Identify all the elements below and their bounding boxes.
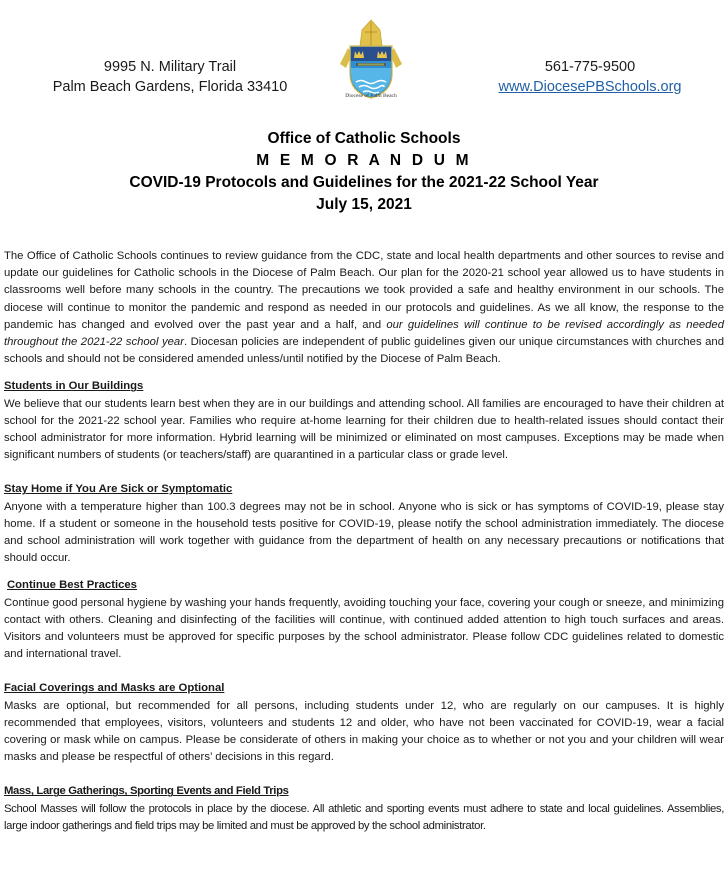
- section-heading: Stay Home if You Are Sick or Symptomatic: [4, 483, 233, 496]
- letterhead: [0, 0, 728, 112]
- address-line-2: Palm Beach Gardens, Florida 33410: [52, 79, 288, 95]
- section-heading: Facial Coverings and Masks are Optional: [4, 682, 225, 695]
- intro-text-2: . Diocesan policies are independent of public guidelines given our unique circumstances with churches and schools and should not be considered amended unless/until notified by the Diocese of Palm Beach.: [4, 336, 724, 366]
- memo-title-block: [0, 128, 728, 216]
- section-best-practices: [4, 577, 724, 663]
- contact-block: [460, 57, 720, 97]
- logo-caption: Diocese of Palm Beach: [345, 93, 397, 99]
- section-mass-gatherings: [4, 783, 724, 835]
- intro-italic-text: our guidelines will continue to be revised accordingly as needed throughout the 2021-22 school year: [4, 318, 724, 349]
- memo-body: [4, 248, 724, 835]
- address-line-1: 9995 N. Military Trail: [103, 59, 237, 75]
- section-facial-coverings: [4, 680, 724, 766]
- section-body: Anyone with a temperature higher than 100.3 degrees may not be in school. Anyone who is sick or has symptoms of COVID-19, please stay home. If a student or someone in the household tests positive for COVID-19, please notify the school administration immediately. The diocese and school administration will work together with guidance from the department of health on any necessary precautions or notifications that should occur.: [4, 500, 724, 565]
- diocese-coat-of-arms-icon: [334, 18, 408, 104]
- memorandum-title: M E M O R A N D U M: [256, 152, 472, 169]
- section-heading: Mass, Large Gatherings, Sporting Events and Field Trips: [4, 785, 289, 798]
- website-link[interactable]: www.DiocesePBSchools.org: [498, 79, 682, 95]
- address-block: [30, 57, 310, 97]
- phone-number: 561-775-9500: [544, 59, 636, 75]
- subject-title: COVID-19 Protocols and Guidelines for the 2021-22 School Year: [129, 174, 599, 191]
- intro-paragraph: [4, 248, 724, 368]
- office-title: Office of Catholic Schools: [267, 130, 461, 147]
- memo-date: July 15, 2021: [316, 196, 412, 213]
- intro-text-1: The Office of Catholic Schools continues to review guidance from the CDC, state and local health departments and other sources to revise and update our guidelines for Catholic schools in the Diocese of Palm Beach. Our plan for the 2020-21 school year allowed us to have students in classrooms well before many schools in the country. The precautions we took provided a safe and healthy environment in our schools. The diocese will continue to monitor the pandemic and respond as needed in our protocols and guidelines. As we all know, the response to the pandemic has changed and evolved over the past year and a half, and: [4, 250, 724, 331]
- section-body: We believe that our students learn best when they are in our buildings and attending school. All families are encouraged to have their children at school for the 2021-22 school year. Families who require at-home learning for their children due to health-related issues should contact their school administrator for more information. Hybrid learning will be minimized or eliminated on most campuses. Exceptions may be made when significant numbers of students (or teachers/staff) are quarantined in a particular class or grade level.: [4, 397, 724, 462]
- section-heading: Students in Our Buildings: [4, 380, 144, 393]
- section-body: School Masses will follow the protocols in place by the diocese. All athletic and sporting events must adhere to state and local guidelines. Assemblies, large indoor gatherings and field trips may be limited and must be approved by the school administrator.: [4, 802, 724, 832]
- section-heading: Continue Best Practices: [7, 579, 137, 592]
- section-body: Continue good personal hygiene by washing your hands frequently, avoiding touching your face, covering your cough or sneeze, and minimizing contact with others. Cleaning and disinfecting of the facilities will continue, with continued added attention to high touch surfaces and areas. Visitors and volunteers must be approved for specific purposes by the school administrator. Please follow CDC guidelines related to domestic and international travel.: [4, 596, 724, 661]
- section-students-in-buildings: [4, 378, 724, 464]
- section-body: Masks are optional, but recommended for all persons, including students under 12, who are regularly on our campuses. It is highly recommended that employees, visitors, volunteers and students 12 and older, who have not been vaccinated for COVID-19, wear a facial covering or mask while on campus. Please be considerate of others in making your choice as to whether or not you and your children will wear masks and please be respectful of others’ decisions in this regard.: [4, 699, 724, 764]
- section-stay-home: [4, 481, 724, 567]
